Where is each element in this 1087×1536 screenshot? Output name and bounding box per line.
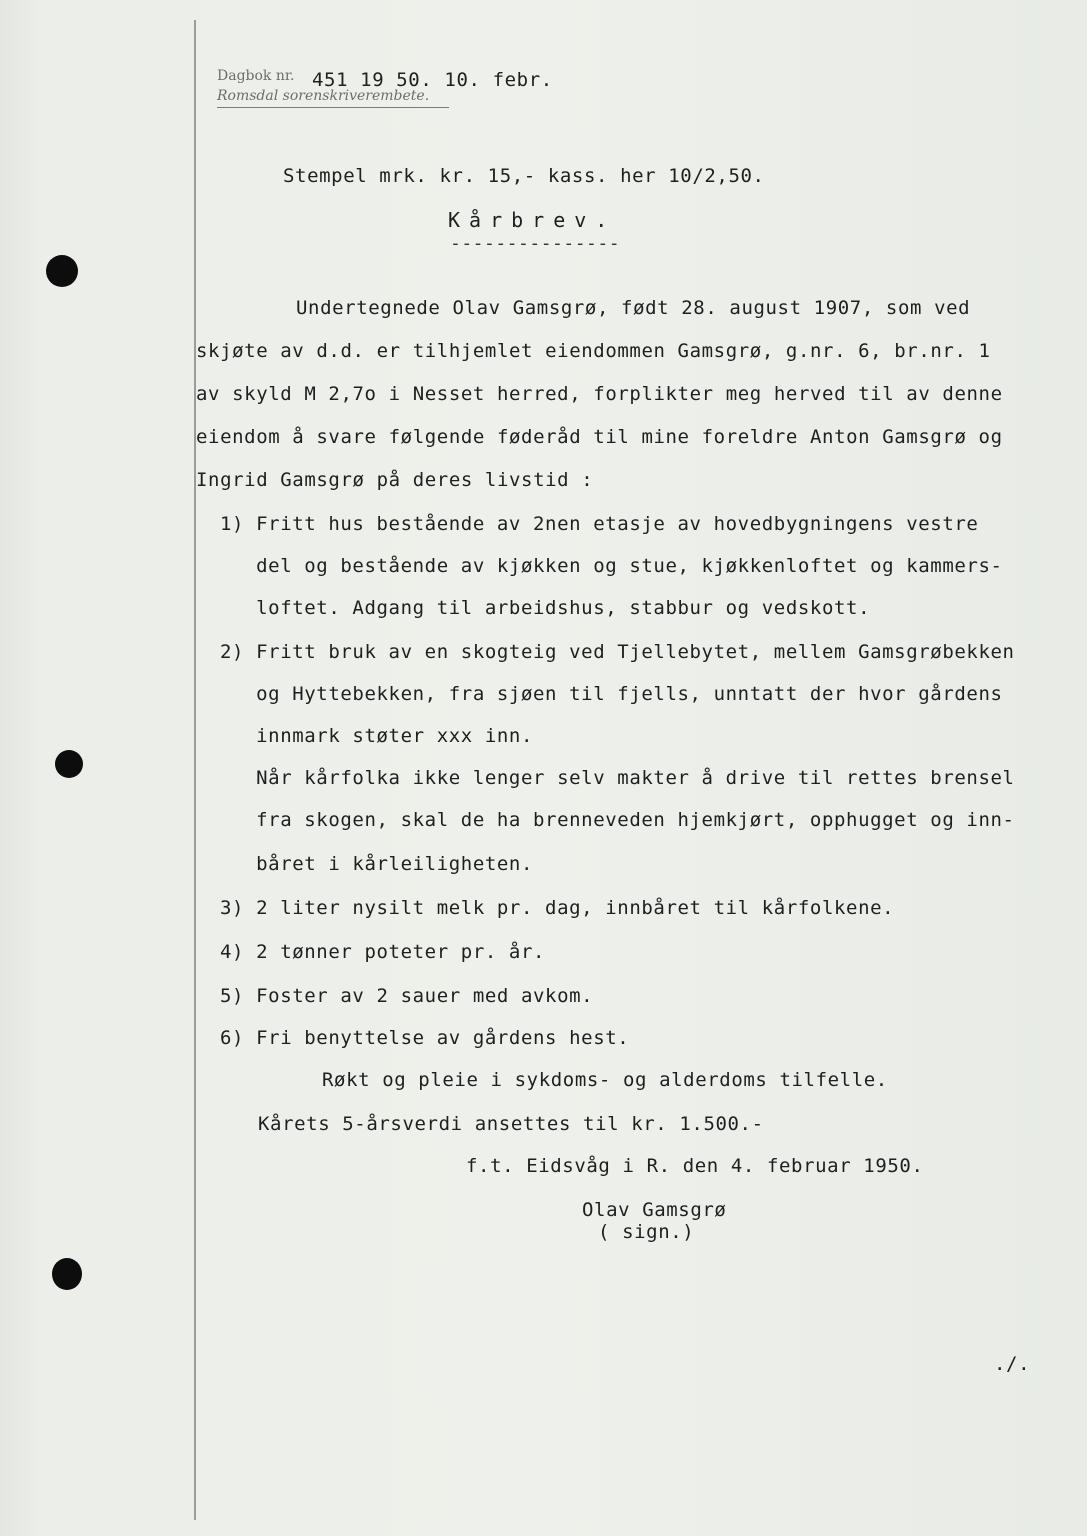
- stamp-dagbok-label: Dagbok nr.: [217, 68, 295, 84]
- punch-hole: [46, 255, 78, 287]
- punch-hole: [55, 750, 83, 778]
- list-item: 1) Fritt hus bestående av 2nen etasje av hovedbygningens vestre: [220, 513, 979, 535]
- paragraph-line: av skyld M 2,7o i Nesset herred, forplikter meg herved til av denne: [196, 383, 1003, 405]
- signature-name: Olav Gamsgrø: [582, 1199, 727, 1221]
- paragraph-line: eiendom å svare følgende føderåd til mine foreldre Anton Gamsgrø og: [196, 426, 1003, 448]
- care-clause: Røkt og pleie i sykdoms- og alderdoms tilfelle.: [322, 1069, 888, 1091]
- list-item: 3) 2 liter nysilt melk pr. dag, innbåret til kårfolkene.: [220, 897, 895, 919]
- punch-hole: [52, 1258, 82, 1290]
- list-item: båret i kårleiligheten.: [220, 853, 534, 875]
- paragraph-line: skjøte av d.d. er tilhjemlet eiendommen Gamsgrø, g.nr. 6, br.nr. 1: [196, 340, 991, 362]
- list-item: del og bestående av kjøkken og stue, kjøkkenloftet og kammers-: [220, 555, 1003, 577]
- list-item: 6) Fri benyttelse av gårdens hest.: [220, 1027, 630, 1049]
- journal-entry: 451 19 50. 10. febr.: [312, 69, 553, 91]
- list-item: innmark støter xxx inn.: [220, 725, 534, 747]
- stamp-office-label: Romsdal sorenskriverembete.: [217, 86, 449, 108]
- list-item: loftet. Adgang til arbeidshus, stabbur og vedskott.: [220, 597, 871, 619]
- list-item: og Hyttebekken, fra sjøen til fjells, unntatt der hvor gårdens: [220, 683, 1003, 705]
- list-item: 5) Foster av 2 sauer med avkom.: [220, 985, 594, 1007]
- continuation-mark: ./.: [994, 1353, 1031, 1375]
- place-date: f.t. Eidsvåg i R. den 4. februar 1950.: [466, 1155, 924, 1177]
- list-item: 2) Fritt bruk av en skogteig ved Tjellebytet, mellem Gamsgrøbekken: [220, 641, 1015, 663]
- list-item: 4) 2 tønner poteter pr. år.: [220, 941, 546, 963]
- stamp-duty-line: Stempel mrk. kr. 15,- kass. her 10/2,50.: [283, 165, 765, 187]
- document-title: Kårbrev.: [448, 208, 617, 232]
- signature-note: ( sign.): [598, 1221, 695, 1243]
- list-item: Når kårfolka ikke lenger selv makter å drive til rettes brensel: [220, 767, 1015, 789]
- margin-rule: [194, 20, 196, 1520]
- title-underline: ---------------: [450, 233, 621, 254]
- paragraph-line: Undertegnede Olav Gamsgrø, født 28. august 1907, som ved: [296, 297, 971, 319]
- list-item: fra skogen, skal de ha brenneveden hjemkjørt, opphugget og inn-: [220, 809, 1015, 831]
- paragraph-line: Ingrid Gamsgrø på deres livstid :: [196, 469, 594, 491]
- value-clause: Kårets 5-årsverdi ansettes til kr. 1.500.-: [258, 1113, 764, 1135]
